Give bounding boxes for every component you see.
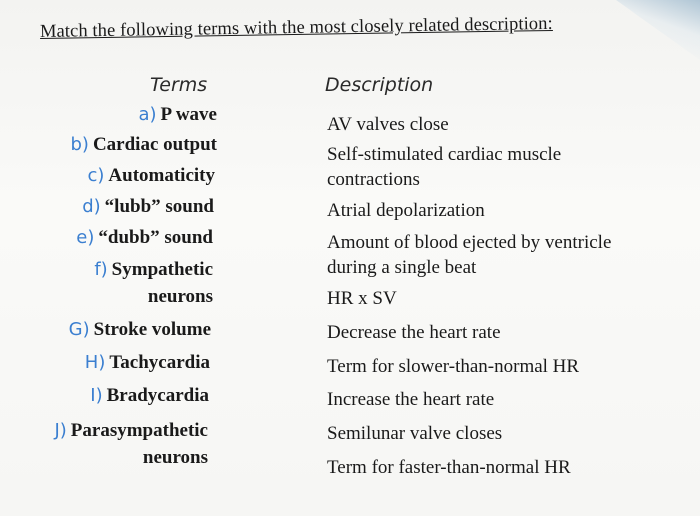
description-item: [327, 455, 571, 480]
description-text: Self-stimulated cardiac muscle: [327, 144, 562, 165]
term-letter: G): [68, 319, 90, 340]
term-text-continued: neurons: [147, 286, 213, 307]
term-text: Sympathetic: [111, 259, 213, 280]
term-item: [138, 101, 217, 128]
term-item: [94, 256, 213, 310]
description-text: HR x SV: [327, 288, 397, 309]
term-letter: J): [54, 420, 67, 441]
description-item: [327, 230, 611, 280]
page-corner-shadow: [580, 0, 700, 60]
term-item: [54, 417, 208, 471]
description-item: [327, 198, 485, 223]
terms-header: Terms: [150, 74, 208, 96]
description-item: [327, 112, 449, 137]
term-text: “dubb” sound: [98, 227, 213, 248]
term-item: [76, 224, 213, 251]
term-item: [82, 193, 214, 220]
term-letter: b): [70, 134, 89, 155]
description-text: Semilunar valve closes: [327, 423, 503, 444]
description-item: [327, 286, 397, 311]
description-item: [327, 354, 579, 379]
term-text: Stroke volume: [93, 319, 211, 340]
term-item: [69, 316, 211, 343]
term-text: Bradycardia: [106, 385, 209, 406]
term-item: [71, 131, 218, 158]
description-text: Decrease the heart rate: [327, 322, 501, 343]
description-text-continued: contractions: [327, 169, 420, 190]
description-item: [327, 142, 561, 192]
description-text: AV valves close: [327, 114, 449, 135]
term-item: [85, 349, 210, 376]
description-text: Increase the heart rate: [327, 389, 495, 410]
description-item: [327, 320, 501, 345]
term-letter: e): [76, 227, 95, 248]
description-text: Atrial depolarization: [327, 200, 485, 221]
term-letter: d): [82, 196, 101, 217]
term-text: Automaticity: [108, 165, 215, 186]
description-text-continued: during a single beat: [327, 257, 477, 278]
term-item: [90, 382, 209, 409]
term-item: [87, 162, 215, 189]
term-letter: H): [84, 352, 106, 373]
term-letter: a): [138, 104, 157, 125]
description-header: Description: [325, 74, 434, 96]
description-text: Amount of blood ejected by ventricle: [327, 232, 612, 253]
term-letter: c): [87, 165, 105, 186]
term-letter: f): [94, 259, 108, 280]
description-item: [327, 387, 494, 412]
term-text: Parasympathetic: [70, 420, 208, 441]
description-text: Term for slower-than-normal HR: [327, 356, 580, 377]
term-text: “lubb” sound: [104, 196, 214, 217]
term-text-continued: neurons: [142, 447, 208, 468]
description-text: Term for faster-than-normal HR: [327, 457, 571, 478]
term-text: Tachycardia: [109, 352, 210, 373]
term-text: Cardiac output: [92, 134, 217, 155]
term-letter: I): [90, 385, 103, 406]
description-item: [327, 421, 502, 446]
term-text: P wave: [160, 104, 217, 125]
worksheet-title: Match the following terms with the most closely related description:: [39, 13, 553, 42]
